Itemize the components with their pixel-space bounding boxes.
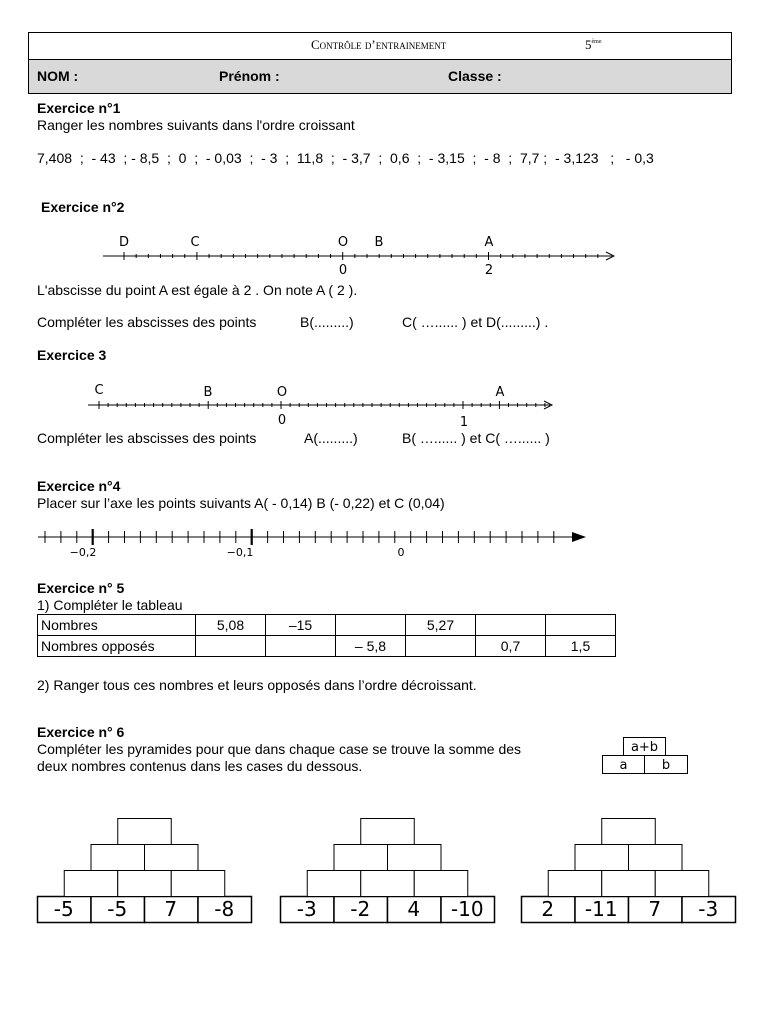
- row-label-opposes: Nombres opposés: [38, 636, 196, 657]
- ex2-point-c: C: [190, 235, 200, 250]
- ex2-number-line: [0, 228, 768, 284]
- ex6-title: Exercice n° 6: [37, 724, 125, 740]
- pyramid-empty-cell[interactable]: [64, 871, 118, 897]
- ex2-point-d: D: [118, 235, 130, 250]
- pyramid-base-value: 7: [648, 897, 662, 921]
- ex3-title: Exercice 3: [37, 347, 107, 363]
- ex2-point-a: A: [484, 235, 494, 250]
- pyramid-empty-cell[interactable]: [361, 871, 415, 897]
- pyramid-base-value: -5: [107, 897, 128, 921]
- pyramid-empty-cell[interactable]: [629, 845, 683, 871]
- ex5-q2: 2) Ranger tous ces nombres et leurs opposés dans l’ordre décroissant.: [37, 677, 477, 693]
- table-cell[interactable]: [336, 615, 406, 636]
- classe-label: Classe :: [448, 68, 502, 84]
- ex4-number-line: [0, 522, 768, 562]
- pyramid-base-value: 2: [541, 897, 555, 921]
- pyramid-3: [522, 819, 736, 923]
- ex2-answer-cd: C( …...... ) et D(.........) .: [402, 314, 549, 330]
- ex3-line-label: Compléter les abscisses des points: [37, 430, 257, 446]
- pyramid-base-value: -10: [450, 897, 484, 921]
- pyramid-base-value: -3: [296, 897, 317, 921]
- pyramid-base-value: -8: [214, 897, 235, 921]
- ex4-tick-label-m02: −0,2: [69, 546, 97, 559]
- table-cell[interactable]: [266, 636, 336, 657]
- table-cell[interactable]: [476, 615, 546, 636]
- class-level-sup: ème: [591, 39, 602, 45]
- pyramid-1: [38, 819, 252, 923]
- ex2-answer-b: B(.........): [300, 314, 354, 330]
- table-cell[interactable]: – 5,8: [336, 636, 406, 657]
- prenom-label: Prénom :: [219, 68, 280, 84]
- table-row: [38, 615, 616, 636]
- header-student-box: [28, 60, 732, 94]
- pyramid-empty-cell[interactable]: [655, 871, 709, 897]
- ex5-q1: 1) Compléter le tableau: [37, 597, 183, 613]
- ex3-answer-a: A(.........): [304, 430, 358, 446]
- pyramid-empty-cell[interactable]: [548, 871, 602, 897]
- legend-a: a: [619, 758, 628, 773]
- document-title: Contrôle d’entrainement: [311, 37, 447, 52]
- ex3-tick-label-0: 0: [277, 413, 287, 428]
- ex3-point-b: B: [203, 385, 213, 400]
- ex4-tick-label-0: 0: [397, 546, 405, 559]
- table-cell[interactable]: 0,7: [476, 636, 546, 657]
- ex2-point-b: B: [374, 235, 384, 250]
- pyramid-base-value: -11: [584, 897, 618, 921]
- pyramid-base-value: 4: [407, 897, 421, 921]
- pyramid-empty-cell[interactable]: [334, 845, 388, 871]
- ex2-line1: L'abscisse du point A est égale à 2 . On note A ( 2 ).: [37, 282, 358, 298]
- ex1-numbers: 7,408 ; - 43 ; - 8,5 ; 0 ; - 0,03 ; - 3 ; 11,8 ; - 3,7 ; 0,6 ; - 3,15 ; - 8 ; 7,7 ; - 3,123 ; - 0,3: [37, 150, 654, 166]
- table-cell[interactable]: [406, 636, 476, 657]
- ex4-instruction: Placer sur l’axe les points suivants A( - 0,14) B (- 0,22) et C (0,04): [37, 495, 445, 511]
- ex4-title: Exercice n°4: [37, 478, 121, 494]
- table-cell[interactable]: [196, 636, 266, 657]
- ex2-tick-label-2: 2: [484, 263, 494, 278]
- ex4-tick-label-m01: −0,1: [226, 546, 254, 559]
- ex6-line1: Compléter les pyramides pour que dans chaque case se trouve la somme des: [37, 741, 522, 757]
- row-label-nombres: Nombres: [38, 615, 196, 636]
- legend-sum: a+b: [630, 740, 659, 755]
- pyramid-2: [281, 819, 495, 923]
- ex3-point-c: C: [94, 383, 104, 398]
- class-level: [585, 37, 602, 53]
- table-cell[interactable]: [546, 615, 616, 636]
- pyramid-base-value: -5: [53, 897, 74, 921]
- pyramid-empty-cell[interactable]: [307, 871, 361, 897]
- ex1-title: Exercice n°1: [37, 100, 121, 116]
- table-cell[interactable]: 5,27: [406, 615, 476, 636]
- nom-label: NOM :: [37, 68, 79, 84]
- class-level-number: 5: [585, 37, 592, 52]
- pyramid-base-value: 7: [164, 897, 178, 921]
- pyramid-base-value: -2: [350, 897, 371, 921]
- opposites-table: [37, 614, 616, 657]
- pyramid-empty-cell[interactable]: [118, 819, 172, 845]
- pyramid-empty-cell[interactable]: [575, 845, 629, 871]
- ex2-point-o: O: [337, 235, 349, 250]
- ex3-tick-label-1: 1: [459, 415, 469, 430]
- ex3-number-line: [0, 378, 768, 432]
- ex3-answer-bc: B( …...... ) et C( …...... ): [402, 430, 550, 446]
- ex1-instruction: Ranger les nombres suivants dans l'ordre croissant: [37, 117, 355, 133]
- ex2-title: Exercice n°2: [41, 199, 125, 215]
- pyramid-empty-cell[interactable]: [145, 845, 199, 871]
- pyramid-legend: [595, 735, 695, 777]
- table-cell[interactable]: 5,08: [196, 615, 266, 636]
- pyramid-empty-cell[interactable]: [361, 819, 415, 845]
- ex5-title: Exercice n° 5: [37, 580, 125, 596]
- pyramid-empty-cell[interactable]: [171, 871, 225, 897]
- ex2-tick-label-0: 0: [338, 263, 348, 278]
- table-cell[interactable]: –15: [266, 615, 336, 636]
- pyramid-empty-cell[interactable]: [388, 845, 442, 871]
- table-row: [38, 636, 616, 657]
- pyramid-empty-cell[interactable]: [118, 871, 172, 897]
- ex2-line2-label: Compléter les abscisses des points: [37, 314, 257, 330]
- table-cell[interactable]: 1,5: [546, 636, 616, 657]
- pyramid-empty-cell[interactable]: [91, 845, 145, 871]
- legend-b: b: [661, 758, 671, 773]
- ex3-point-a: A: [495, 385, 505, 400]
- pyramid-empty-cell[interactable]: [602, 819, 656, 845]
- pyramids: [0, 810, 768, 930]
- ex6-line2: deux nombres contenus dans les cases du dessous.: [37, 758, 363, 774]
- pyramid-empty-cell[interactable]: [414, 871, 468, 897]
- pyramid-base-value: -3: [698, 897, 719, 921]
- ex3-point-o: O: [276, 385, 288, 400]
- pyramid-empty-cell[interactable]: [602, 871, 656, 897]
